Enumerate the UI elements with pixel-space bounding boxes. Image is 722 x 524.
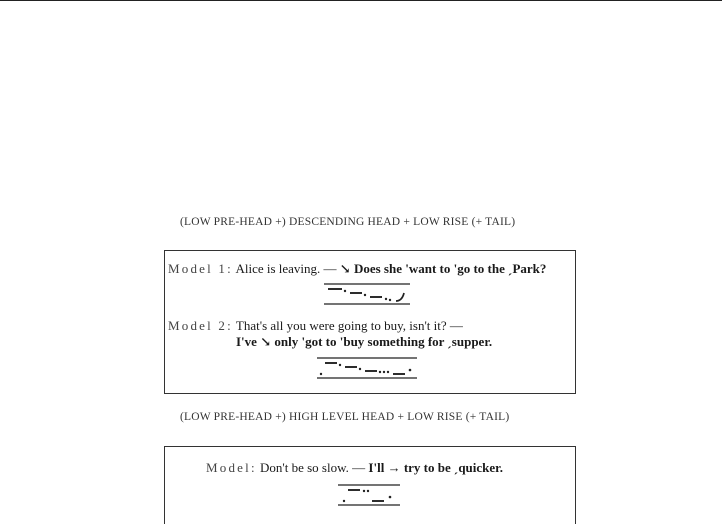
model2-response: only 'got to 'buy something for ˏsupper. [274, 334, 493, 349]
model2-line [168, 318, 463, 334]
section2-model-line [206, 460, 503, 476]
model2-line2-start: I've [236, 334, 257, 349]
model2-label: Model 2: [168, 318, 233, 333]
model1-label: Model 1: [168, 261, 233, 276]
model1-line [168, 261, 546, 277]
model2-intonation-diagram [317, 356, 421, 382]
section1-heading: (LOW PRE-HEAD +) DESCENDING HEAD + LOW RISE (+ TAIL) [180, 216, 516, 228]
section2-response: try to be ˏquicker. [403, 460, 503, 475]
top-rule [0, 0, 722, 1]
model2-response-line [236, 334, 492, 350]
section2-model-label: Model: [206, 460, 257, 475]
model1-context: Alice is leaving. — [235, 261, 337, 276]
section2-model-context: Don't be so slow. — [260, 460, 366, 475]
model1-intonation-diagram [324, 282, 414, 308]
model2-tonic-mark: ↘ [260, 334, 272, 349]
model1-tonic-mark: ↘ [339, 261, 351, 276]
section2-tonic-mark: → [387, 460, 401, 475]
section2-line-start: I'll [368, 460, 385, 475]
model2-context: That's all you were going to buy, isn't it? — [235, 318, 463, 333]
section2-heading: (LOW PRE-HEAD +) HIGH LEVEL HEAD + LOW RISE (+ TAIL) [180, 411, 510, 423]
model1-response: Does she 'want to 'go to the ˏPark? [353, 261, 547, 276]
section2-intonation-diagram [338, 483, 404, 509]
